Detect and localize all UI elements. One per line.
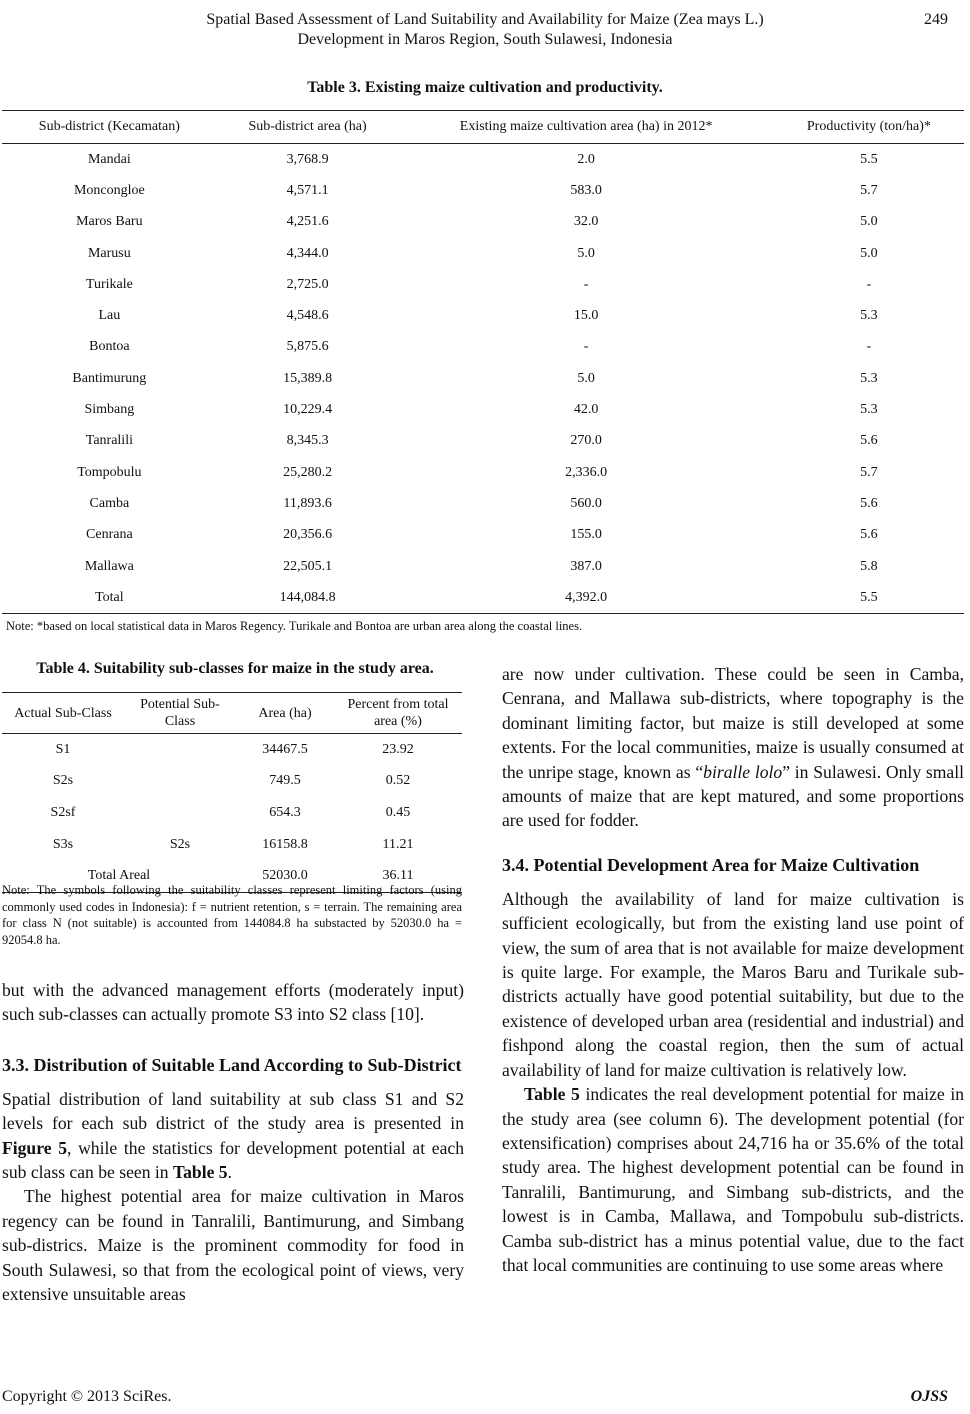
table3-cell: 5.7 — [860, 182, 878, 198]
table4-header-row — [2, 693, 462, 734]
table4-note: Note: The symbols following the suitability classes represent limiting factors (using commonly used codes in Indonesia): f = nutrient retention, s = terrain. The remaining area for class N (not suitable) is accounted from 144084.8 ha substacted by 52030.0 ha = 92054.8 ha. — [2, 883, 462, 947]
table3-cell: 5.0 — [860, 214, 878, 230]
table3-cell: 25,280.2 — [283, 464, 333, 480]
table-reference: Table 5 — [173, 1162, 228, 1183]
table3-cell: 3,768.9 — [286, 151, 329, 167]
running-head-line1: Spatial Based Assessment of Land Suitability and Availability for Maize (Zea mays L.) — [206, 11, 764, 28]
table3-cell: 20,356.6 — [283, 527, 333, 543]
table3-cell: Mandai — [87, 151, 131, 167]
table3-body — [2, 144, 964, 614]
table4-cell: 11.21 — [382, 836, 414, 852]
table3-row — [2, 332, 964, 363]
paragraph: Spatial distribution of land suitability at sub class S1 and S2 levels for each sub district of the study area is presented in Figure 5, while the statistics for development potential at each sub class can be seen in Table 5. — [2, 1088, 464, 1183]
table3-row — [2, 144, 964, 176]
table3-cell: Camba — [89, 495, 130, 511]
table3-cell: 387.0 — [570, 558, 602, 574]
table3-cell: 5.5 — [860, 151, 878, 167]
table4-row — [2, 734, 462, 766]
table3-cell: - — [583, 276, 589, 292]
table3-cell: 2.0 — [577, 151, 595, 167]
table3-cell: 5.0 — [577, 370, 595, 386]
paragraph: The highest potential area for maize cultivation in Maros regency can be found in Tanralili, Bantimurung, and Simbang sub-districs. Maize is the prominent commodity for food in South Sulawesi, so that from the ecological point of views, very extensive unsuitable areas — [2, 1186, 464, 1305]
table3-cell: 4,251.6 — [286, 214, 329, 230]
table4-cell: 654.3 — [269, 804, 301, 820]
table4-caption: Table 4. Suitability sub-classes for maize in the study area. — [36, 660, 434, 677]
table4-cell: S2s — [52, 773, 74, 789]
table3-cell: 5.3 — [860, 402, 878, 418]
table3-cell: 5.3 — [860, 308, 878, 324]
table4-cell: S3s — [52, 836, 74, 852]
table3-row — [2, 520, 964, 551]
table4-total-cell: 36.11 — [334, 860, 462, 892]
table3-row — [2, 238, 964, 269]
running-head — [0, 10, 970, 50]
table3-col-header: Sub-district area (ha) — [217, 111, 399, 144]
table3-cell: - — [866, 276, 872, 292]
table3-cell: 155.0 — [570, 527, 602, 543]
table3-cell: 5,875.6 — [286, 339, 329, 355]
table3-note: Note: *based on local statistical data in Maros Regency. Turikale and Bontoa are urban area along the coastal lines. — [6, 619, 583, 633]
paragraph: but with the advanced management efforts (moderately input) such sub-classes can actually promote S3 into S2 class [10]. — [2, 980, 464, 1025]
table3-cell: 11,893.6 — [283, 495, 332, 511]
section-heading-3-3: 3.3. Distribution of Suitable Land According to Sub-District — [2, 1054, 462, 1075]
table3-cell: 5.5 — [774, 582, 964, 614]
table3-row — [2, 363, 964, 394]
table4 — [2, 692, 462, 893]
table3 — [2, 110, 964, 614]
table4-cell: S2s — [169, 836, 191, 852]
figure-reference: Figure 5 — [2, 1137, 68, 1158]
table4-col-header: Percent from total area (%) — [334, 693, 462, 734]
table3-cell: - — [583, 339, 589, 355]
table4-cell: 0.45 — [385, 804, 411, 820]
table3-cell: Bantimurung — [72, 370, 147, 386]
table3-cell: Moncongloe — [73, 182, 145, 198]
table4-col-header: Area (ha) — [236, 693, 334, 734]
paragraph: Table 5 indicates the real development potential for maize in the study area (see column 6). The development potential (for extensification) comprises about 24,716 ha or 35.6% of the total study area. The highest development potential can be found in Tanralili, Bantimurung, and Simbang sub-districts, and the lowest is in Camba, Mallawa, and Tompobulu sub-districts. Camba sub-district has a minus potential value, due to the fact that local communities are continuing to use some areas where — [502, 1084, 964, 1275]
table3-cell: 4,344.0 — [286, 245, 329, 261]
table3-cell: 32.0 — [573, 214, 599, 230]
table3-cell: 22,505.1 — [283, 558, 333, 574]
page-number: 249 — [924, 11, 948, 28]
table3-cell: 5.0 — [860, 245, 878, 261]
table3-cell: Tanralili — [85, 433, 133, 449]
table3-cell: 270.0 — [570, 433, 602, 449]
table3-cell: Maros Baru — [76, 214, 143, 230]
table3-col-header: Sub-district (Kecamatan) — [2, 111, 217, 144]
table3-cell: 144,084.8 — [217, 582, 399, 614]
table4-body — [2, 734, 462, 893]
table3-row — [2, 457, 964, 488]
table3-row — [2, 394, 964, 425]
table3-cell: 560.0 — [570, 495, 602, 511]
table4-col-header: Actual Sub-Class — [2, 693, 124, 734]
table3-row — [2, 269, 964, 300]
left-text-column — [2, 978, 464, 1306]
table4-cell: 34467.5 — [262, 741, 308, 757]
table3-cell: Bontoa — [89, 339, 130, 355]
table4-total-label: Total Areal — [2, 860, 236, 892]
table3-cell: - — [866, 339, 872, 355]
table3-row — [2, 582, 964, 614]
table3-cell: 15,389.8 — [283, 370, 333, 386]
paragraph: are now under cultivation. These could be seen in Camba, Cenrana, and Mallawa sub-districts, where topography is the dominant limiting factor, but maize is still developed at some extents. For the local communities, maize is usually consumed at the unripe stage, known as “biralle lolo” in Sulawesi. Only small amounts of maize that are kept matured, and some proportions are used for fodder. — [502, 664, 964, 831]
table3-cell: Total — [2, 582, 217, 614]
table3-cell: 5.8 — [860, 558, 878, 574]
table3-cell: Turikale — [85, 276, 133, 292]
table3-cell: 5.6 — [860, 495, 878, 511]
table3-cell: 8,345.3 — [286, 433, 329, 449]
table3-cell: Tompobulu — [77, 464, 142, 480]
table3-cell: 10,229.4 — [283, 402, 333, 418]
copyright-notice: Copyright © 2013 SciRes. — [2, 1388, 172, 1405]
table4-cell — [124, 797, 236, 829]
table3-row — [2, 488, 964, 519]
table3-cell: Lau — [98, 308, 121, 324]
table3-header-row — [2, 111, 964, 144]
table4-cell: 23.92 — [382, 741, 414, 757]
table3-cell: 5.6 — [860, 527, 878, 543]
local-term: biralle lolo — [703, 761, 783, 782]
paragraph: Although the availability of land for maize cultivation is sufficient ecologically, but from the existing land use point of view, the sum of area that is not available for maize development is quite large. For example, the Maros Baru and Turikale sub-districts actually have good potential suitability, but due to the existence of developed urban area (residential and industrial) and fishpond along the coastal region, then the sum of actual availability of land for maize cultivation is relatively low. — [502, 888, 964, 1080]
table3-col-header: Productivity (ton/ha)* — [774, 111, 964, 144]
table3-cell: 2,336.0 — [565, 464, 608, 480]
table4-cell — [124, 766, 236, 798]
table3-col-header: Existing maize cultivation area (ha) in 2012* — [398, 111, 773, 144]
table3-cell: 15.0 — [573, 308, 599, 324]
table3-cell: Mallawa — [84, 558, 134, 574]
table4-cell: 16158.8 — [262, 836, 308, 852]
table4-cell: S2sf — [50, 804, 76, 820]
journal-name: OJSS — [910, 1388, 948, 1405]
table3-row — [2, 426, 964, 457]
table4-cell — [124, 734, 236, 766]
table3-cell: 4,548.6 — [286, 308, 329, 324]
table3-cell: 5.3 — [860, 370, 878, 386]
table4-total-cell: 52030.0 — [236, 860, 334, 892]
table3-cell: Cenrana — [86, 527, 133, 543]
table3-cell: Simbang — [84, 402, 135, 418]
table3-cell: 5.0 — [577, 245, 595, 261]
right-text-column — [502, 662, 964, 1277]
table3-row — [2, 207, 964, 238]
table4-row — [2, 797, 462, 829]
section-heading-3-4: 3.4. Potential Development Area for Maize Cultivation — [502, 854, 920, 875]
table3-cell: 4,571.1 — [286, 182, 329, 198]
table3-row — [2, 551, 964, 582]
table4-cell: 749.5 — [269, 773, 301, 789]
table4-row — [2, 766, 462, 798]
table3-cell: 5.7 — [860, 464, 878, 480]
table4-cell: S1 — [55, 741, 71, 757]
table3-row — [2, 175, 964, 206]
table3-row — [2, 300, 964, 331]
table3-cell: 5.6 — [860, 433, 878, 449]
table3-cell: 42.0 — [573, 402, 599, 418]
table3-cell: 2,725.0 — [286, 276, 329, 292]
table4-row — [2, 829, 462, 861]
table3-cell: 4,392.0 — [398, 582, 773, 614]
table3-cell: 583.0 — [570, 182, 602, 198]
table-reference: Table 5 — [524, 1084, 580, 1105]
table4-cell: 0.52 — [385, 773, 411, 789]
table3-caption: Table 3. Existing maize cultivation and productivity. — [307, 79, 663, 96]
running-head-line2: Development in Maros Region, South Sulawesi, Indonesia — [297, 31, 673, 48]
table4-col-header: Potential Sub-Class — [124, 693, 236, 734]
table3-cell: Marusu — [87, 245, 131, 261]
